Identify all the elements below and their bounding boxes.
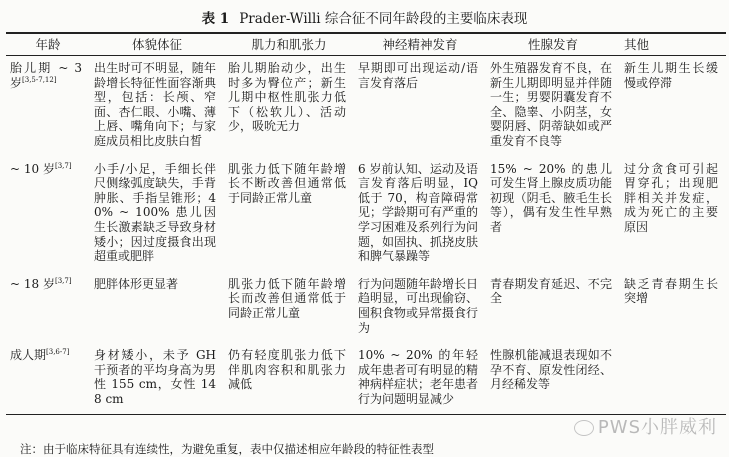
table-number: 表 1 [201, 11, 230, 27]
reference: [3,6-7] [46, 348, 70, 357]
age-cell [6, 157, 90, 272]
reference: [3,7] [54, 161, 72, 170]
header-gonad: 性腺发育 [527, 37, 578, 52]
table-cell: 性腺机能减退表现如不孕不育、原发性闭经、月经稀发等 [490, 348, 612, 392]
table-cell: 仍有轻度肌张力低下伴肌肉容积和肌张力减低 [228, 348, 346, 392]
table-cell: 胎儿期胎动少，出生时多为臀位产；新生儿期中枢性肌张力低下（松软儿）、活动少，吸吮无力 [228, 61, 346, 134]
watermark [574, 417, 717, 438]
age-cell [6, 272, 90, 343]
table-cell: 6 岁前认知、运动及语言发育落后明显，IQ 低于 70，构音障碍常见；学龄期可有严重的学习困难及系列行为问题，如固执、抓挠皮肤和脾气暴躁等 [358, 161, 479, 264]
table-cell: 青春期发育延迟、不完全 [490, 276, 612, 306]
table-caption [0, 0, 729, 28]
header-other: 其他 [624, 37, 650, 52]
table-footnote: 注：由于临床特征具有连续性，为避免重复，表中仅描述相应年龄段的特征性表型 [20, 442, 434, 457]
age-label: ~ 18 岁 [10, 276, 55, 291]
table-cell: 过分贪食可引起胃穿孔；出现肥胖相关并发症，成为死亡的主要原因 [624, 161, 718, 234]
table-row [6, 343, 726, 415]
table-row [6, 272, 726, 343]
reference: [3,7] [54, 276, 72, 285]
table-cell: 10% ~ 20% 的年轻成年患者可有明显的精神病样症状；老年患者行为问题明显减少 [358, 348, 479, 406]
table-cell: 15% ~ 20% 的患儿可发生肾上腺皮质功能初现（阴毛、腋毛生长等），偶有发生性早熟者 [490, 161, 612, 234]
header-row [6, 33, 726, 56]
table-cell: 肌张力低下随年龄增长而改善但通常低于同龄正常儿童 [228, 276, 346, 320]
age-label: 胎儿期 ~ 3 岁 [10, 61, 82, 90]
age-cell [6, 56, 90, 157]
table-cell [620, 343, 726, 415]
watermark-text: PWS小胖威利 [597, 417, 717, 439]
table-cell: 肥胖体形更显著 [94, 276, 179, 291]
header-muscle: 肌力和肌张力 [251, 37, 327, 52]
age-label: 成人期 [10, 348, 47, 363]
footer [20, 441, 721, 457]
table-row [6, 157, 726, 272]
table-cell: 出生时可不明显，随年龄增长特征性面容渐典型，包括：长颅、窄面、杏仁眼、小嘴、薄上唇、嘴角向下；与家庭成员相比皮肤白皙 [94, 61, 216, 148]
table-row [6, 56, 726, 157]
table-cell: 外生殖器发育不良，在新生儿期即明显并伴随一生；男婴阴囊发育不全、隐睾、小阴茎，女婴阴唇、阴蒂缺如或严重发育不良等 [490, 61, 612, 148]
watermark-row [0, 417, 717, 439]
age-label: ~ 10 岁 [10, 161, 55, 176]
wechat-icon [574, 420, 594, 436]
header-neuro: 神经精神发育 [382, 37, 458, 52]
age-cell [6, 343, 90, 415]
header-age: 年龄 [35, 37, 61, 52]
clinical-table [6, 32, 726, 415]
table-cell: 身材矮小，未予 GH 干预者的平均身高为男性 155 cm，女性 148 cm [94, 348, 216, 406]
table-cell: 缺乏青春期生长突增 [624, 276, 718, 306]
table-cell: 肌张力低下随年龄增长不断改善但通常低于同龄正常儿童 [228, 161, 346, 205]
table-title: Prader-Willi 综合征不同年龄段的主要临床表现 [239, 11, 528, 27]
header-appearance: 体貌体征 [131, 37, 182, 52]
table-cell: 早期即可出现运动/语言发育落后 [358, 61, 478, 90]
table-cell: 小手/小足，手细长伴尺侧缘弧度缺失，手背肿胀、手指呈锥形；40% ~ 100% 患儿因生长激素缺乏导致身材矮小；因过度摄食出现超重或肥胖 [94, 161, 216, 264]
reference: [3,5-7,12] [22, 75, 57, 84]
table-cell: 行为问题随年龄增长日趋明显，可出现偷窃、囤积食物或异常摄食行为 [358, 276, 479, 335]
table-cell: 新生儿期生长缓慢或停滞 [624, 61, 718, 90]
